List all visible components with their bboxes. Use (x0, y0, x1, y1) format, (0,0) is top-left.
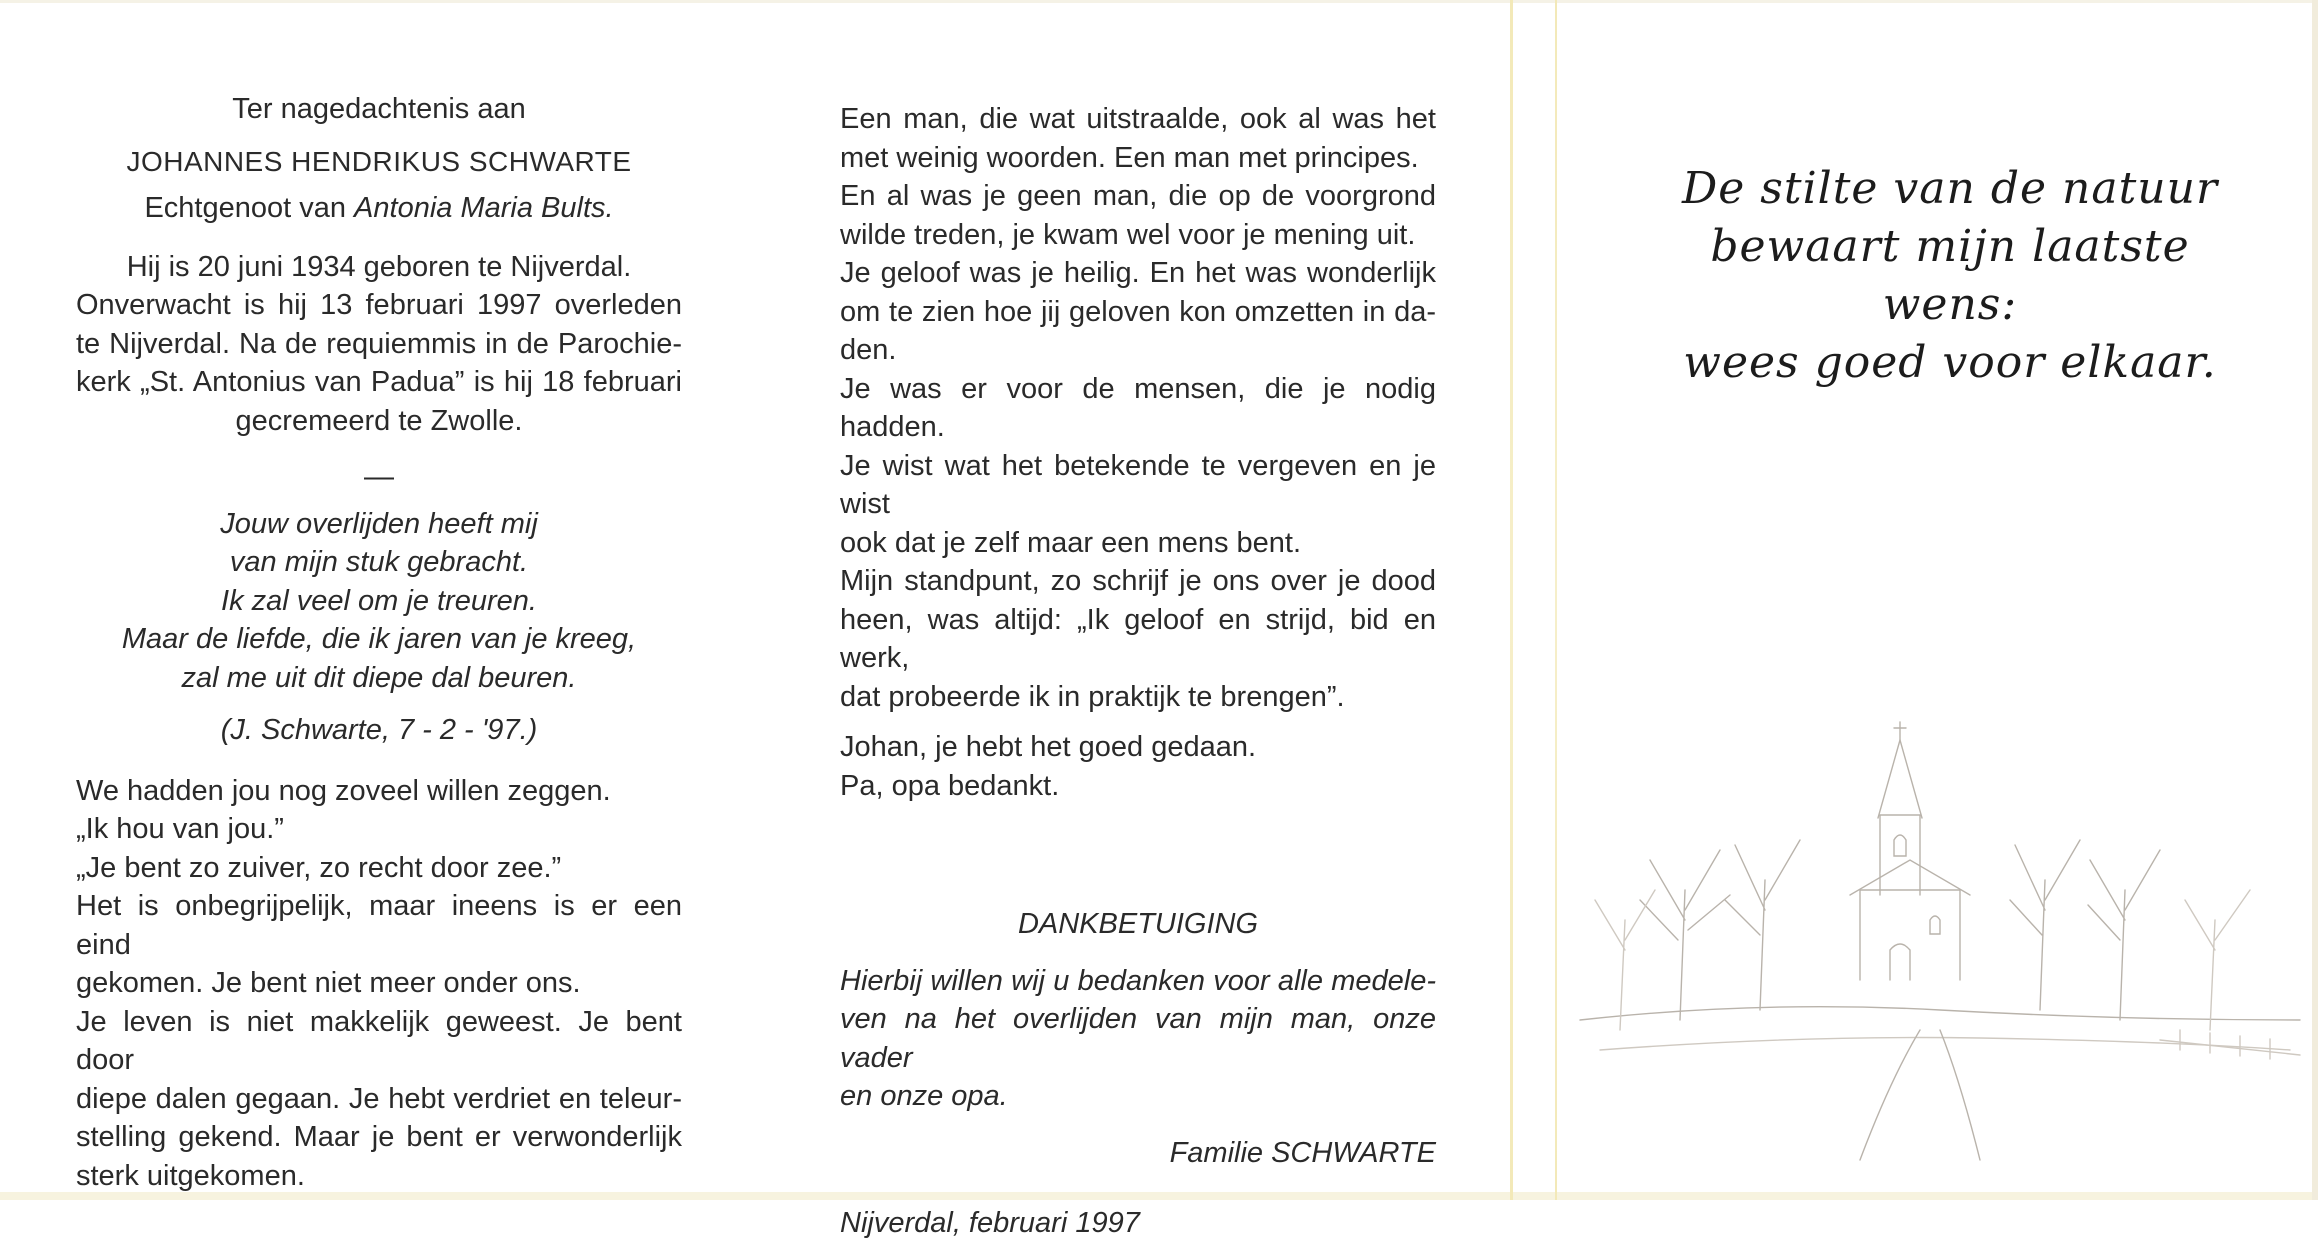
bio-line: te Nijverdal. Na de requiemmis in de Parochie- (76, 327, 682, 360)
tribute-line: Een man, die wat uitstraalde, ook al was het (840, 103, 1436, 135)
message-line: stelling gekend. Maar je bent er verwonderlijk (76, 1121, 682, 1153)
tribute-line: om te zien hoe jij geloven kon omzetten in da- (840, 295, 1436, 328)
tribute-line: Mijn standpunt, zo schrijf je ons over je dood (840, 565, 1436, 597)
quote-line: De stilte van de natuur (1682, 163, 2218, 214)
closing-line: Johan, je hebt het goed gedaan. (840, 731, 1257, 763)
spouse-prefix: Echtgenoot van (144, 192, 355, 224)
poem-line: Ik zal veel om je treuren. (221, 584, 537, 617)
family-signature: Familie SCHWARTE (1169, 1136, 1436, 1169)
biography (76, 248, 682, 441)
quote-line: wees goed voor elkaar. (1683, 337, 2217, 388)
tribute-line: ook dat je zelf maar een mens bent. (840, 526, 1302, 559)
message-line: „Je bent zo zuiver, zo recht door zee.” (76, 851, 562, 884)
bio-line: Hij is 20 juni 1934 geboren te Nijverdal. (126, 250, 632, 283)
poem-credit: (J. Schwarte, 7 - 2 - '97.) (220, 714, 538, 746)
tribute-line: den. (840, 334, 897, 366)
tribute-line: wilde treden, je kwam wel voor je mening uit. (840, 218, 1416, 251)
thanks-text (840, 962, 1436, 1116)
left-column (76, 90, 682, 1195)
church-landscape-drawing (1560, 720, 2312, 1180)
tribute-line: met weinig woorden. Een man met principes. (840, 141, 1419, 174)
spouse-name: Antonia Maria Bults. (354, 192, 614, 224)
message-line: diepe dalen gegaan. Je hebt verdriet en teleur- (76, 1082, 682, 1115)
card-fold-line-secondary (1555, 0, 1557, 1200)
intro-text: Ter nagedachtenis aan (232, 93, 526, 125)
front-panel (1560, 0, 2312, 1192)
poem-line: zal me uit dit diepe dal beuren. (181, 661, 577, 694)
thanks-title: DANKBETUIGING (1017, 908, 1259, 940)
card-fold-line (1510, 0, 1513, 1200)
poem-line: Jouw overlijden heeft mij (220, 507, 538, 540)
front-quote (1670, 160, 2230, 392)
poem-line: Maar de liefde, die ik jaren van je kreeg, (121, 623, 637, 655)
thanks-line: ven na het overlijden van mijn man, onze vader (840, 1003, 1436, 1074)
bio-line: gecremeerd te Zwolle. (235, 404, 523, 437)
middle-column (840, 100, 1436, 1243)
tribute-line: Je wist wat het betekende te vergeven en je wist (840, 449, 1436, 520)
deceased-name: JOHANNES HENDRIKUS SCHWARTE (126, 145, 632, 177)
message-line: Het is onbegrijpelijk, maar ineens is er een eind (76, 890, 682, 961)
closing-line: Pa, opa bedankt. (840, 769, 1060, 802)
message-line: „Ik hou van jou.” (76, 813, 284, 845)
place-date: Nijverdal, februari 1997 (840, 1207, 1140, 1239)
tribute-line: Je geloof was je heilig. En het was wonderlijk (840, 257, 1436, 289)
bio-line: Onverwacht is hij 13 februari 1997 overleden (76, 289, 682, 321)
message-line: gekomen. Je bent niet meer onder ons. (76, 967, 581, 999)
spouse-line (76, 189, 682, 228)
thanks-line: Hierbij willen wij u bedanken voor alle medele- (840, 964, 1436, 997)
tribute-text (840, 100, 1436, 716)
message-line: sterk uitgekomen. (76, 1159, 305, 1192)
card-right-edge (2312, 0, 2318, 1200)
thanks-line: en onze opa. (840, 1080, 1008, 1112)
message (76, 772, 682, 1196)
tribute-line: dat probeerde ik in praktijk te brengen”. (840, 680, 1345, 713)
bio-line: kerk „St. Antonius van Padua” is hij 18 februari (76, 366, 682, 398)
poem-line: van mijn stuk gebracht. (229, 546, 529, 578)
message-line: Je leven is niet makkelijk geweest. Je bent door (76, 1005, 682, 1076)
tribute-line: En al was je geen man, die op de voorgrond (840, 180, 1436, 212)
tribute-line: heen, was altijd: „Ik geloof en strijd, bid en werk, (840, 603, 1436, 674)
poem (76, 505, 682, 698)
tribute-line: Je was er voor de mensen, die je nodig hadden. (840, 372, 1436, 443)
separator-dash: — (364, 460, 394, 493)
quote-line: bewaart mijn laatste wens: (1710, 221, 2190, 330)
message-line: We hadden jou nog zoveel willen zeggen. (76, 774, 611, 807)
